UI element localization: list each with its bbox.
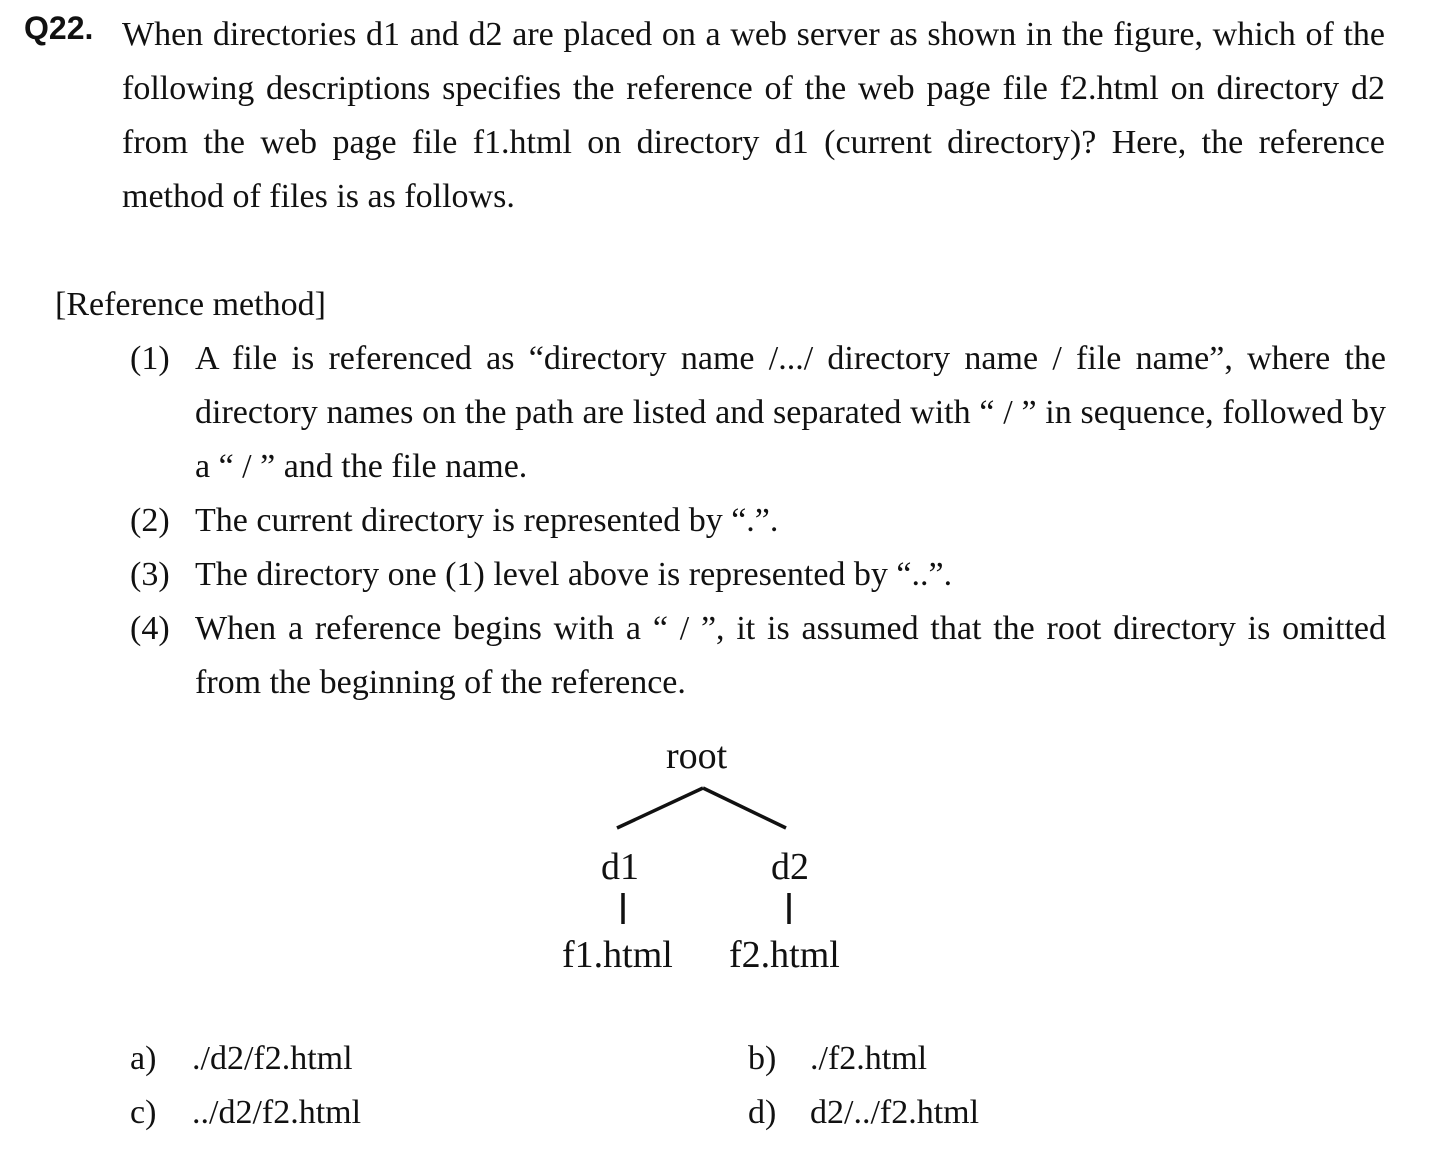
rule-4 bbox=[130, 602, 1386, 710]
tree-node-f1: f1.html bbox=[562, 934, 673, 976]
choice-d[interactable] bbox=[748, 1086, 979, 1140]
choice-text: ../d2/f2.html bbox=[192, 1094, 362, 1131]
tree-node-d2: d2 bbox=[771, 846, 809, 888]
choice-c[interactable] bbox=[130, 1086, 361, 1140]
choice-letter: d) bbox=[748, 1094, 777, 1131]
rule-number: (2) bbox=[130, 502, 170, 539]
choice-letter: c) bbox=[130, 1094, 157, 1131]
reference-method-title: [Reference method] bbox=[55, 286, 326, 323]
rule-text: The directory one (1) level above is represented by “..”. bbox=[195, 556, 953, 593]
rule-text: The current directory is represented by “.”. bbox=[195, 502, 779, 539]
rule-number: (1) bbox=[130, 340, 170, 377]
tree-node-f2: f2.html bbox=[729, 934, 840, 976]
choice-b[interactable] bbox=[748, 1032, 927, 1086]
rule-text: When a reference begins with a “ / ”, it is assumed that the root directory is omitted from the beginning of the reference. bbox=[195, 610, 1386, 701]
tree-edge-root-d2 bbox=[703, 788, 786, 828]
choice-text: ./f2.html bbox=[810, 1040, 928, 1077]
rule-number: (3) bbox=[130, 556, 170, 593]
question-text: When directories d1 and d2 are placed on a web server as shown in the figure, which of the following descriptions specifies the reference of the web page file f2.html on directory d2 from the web page file f1.html on directory d1 (current directory)? Here, the reference method of files is as follows. bbox=[122, 16, 1385, 215]
rule-text: A file is referenced as “directory name /.../ directory name / file name”, where the directory names on the path are listed and separated with “ / ” in sequence, followed by a “ / ” and the file name. bbox=[195, 340, 1386, 485]
choice-text: d2/../f2.html bbox=[810, 1094, 980, 1131]
rule-number: (4) bbox=[130, 610, 170, 647]
tree-node-root: root bbox=[666, 735, 728, 777]
tree-edge-root-d1 bbox=[617, 788, 703, 828]
choice-letter: b) bbox=[748, 1040, 777, 1077]
rule-3 bbox=[130, 548, 1386, 602]
choice-a[interactable] bbox=[130, 1032, 353, 1086]
choice-letter: a) bbox=[130, 1040, 157, 1077]
choice-text: ./d2/f2.html bbox=[192, 1040, 353, 1077]
tree-node-d1: d1 bbox=[601, 846, 639, 888]
rule-1 bbox=[130, 332, 1386, 494]
question-number: Q22. bbox=[24, 10, 94, 46]
rule-2 bbox=[130, 494, 1386, 548]
